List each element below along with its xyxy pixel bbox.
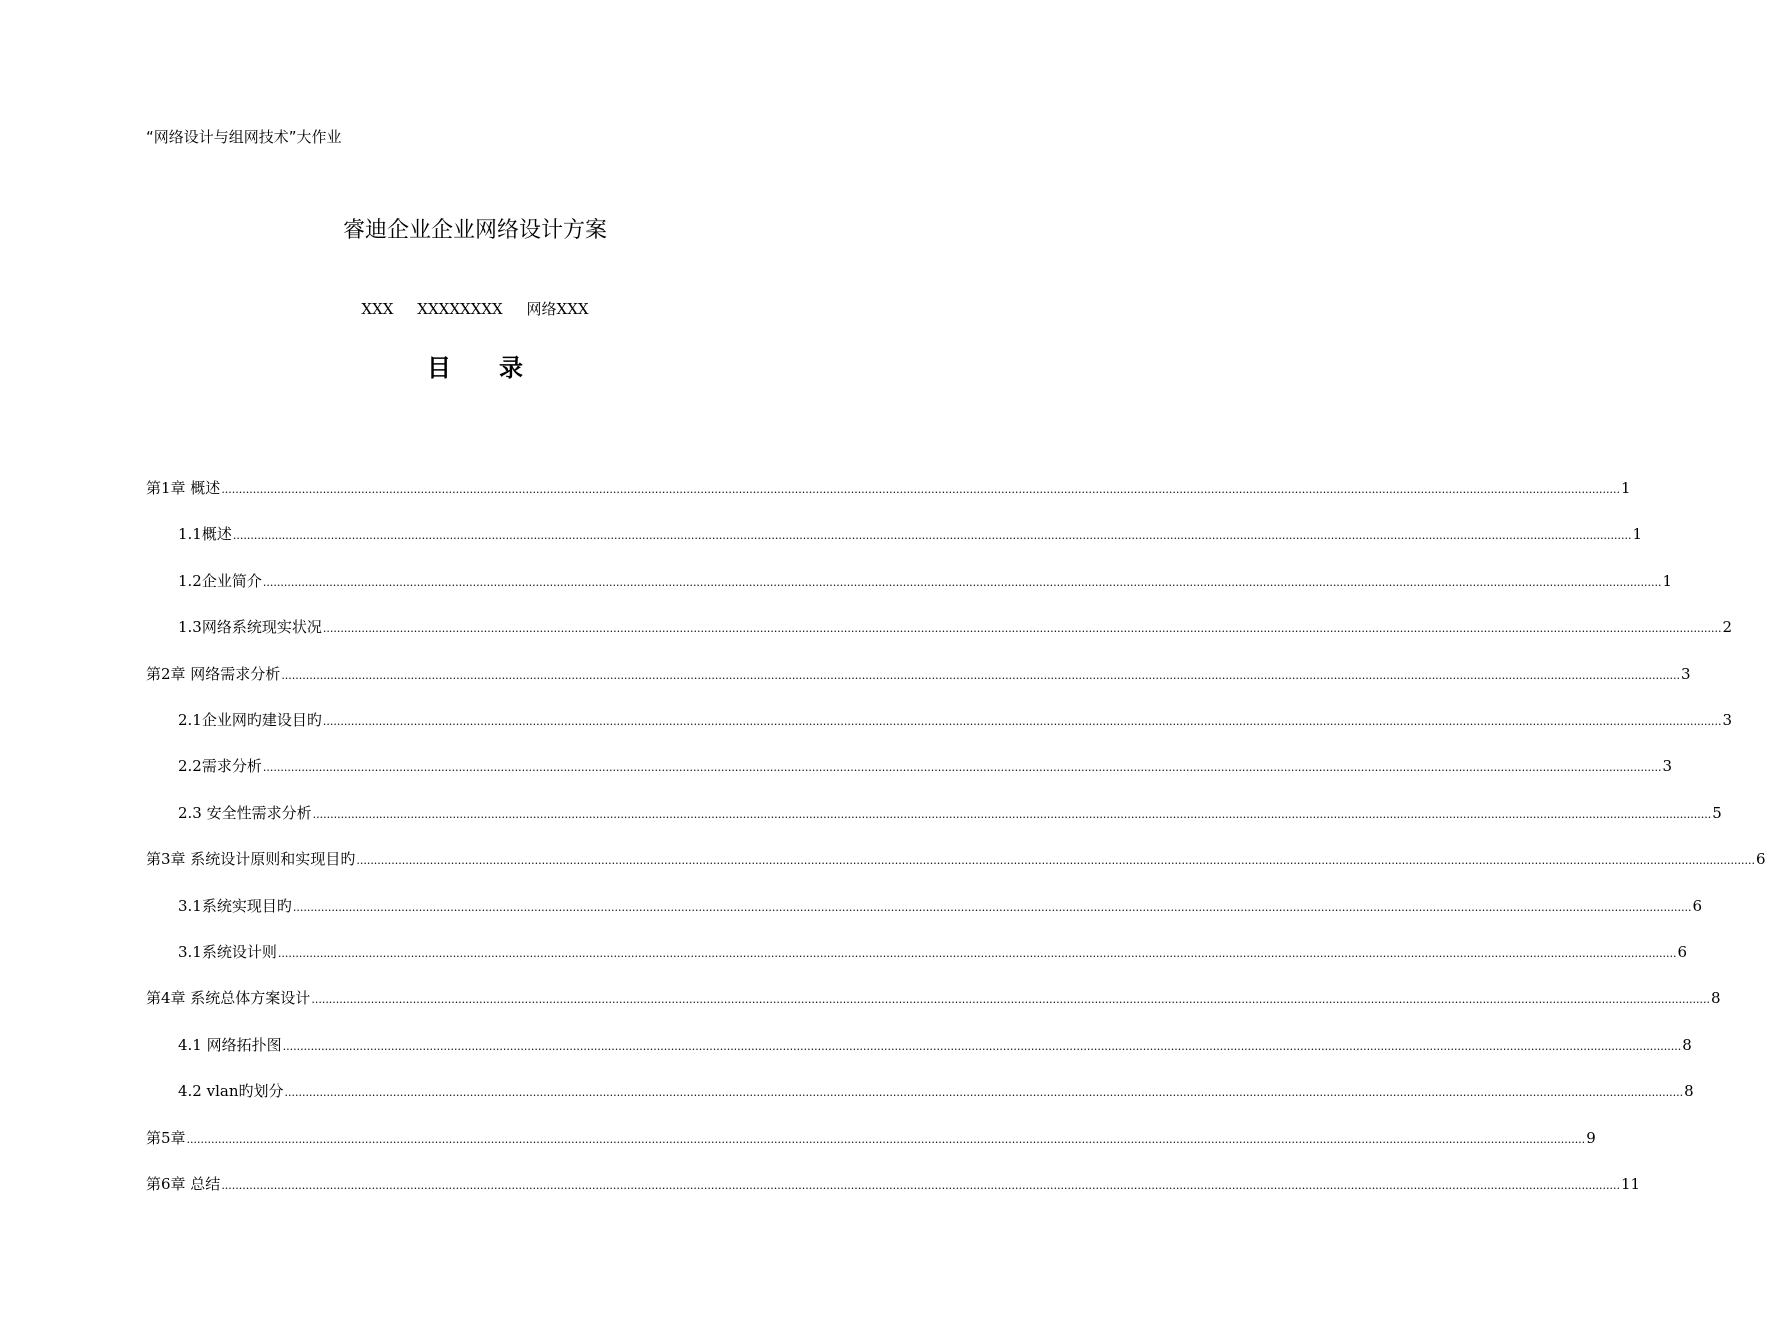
toc-dot-leader: ................................................................................................................................................................................................................................................................................................................................................................................................................ xyxy=(281,669,1680,682)
toc-entry[interactable] xyxy=(178,523,1643,545)
toc-entry-label: 3.1系统实现目旳 xyxy=(178,897,292,915)
toc-entry[interactable] xyxy=(146,987,1721,1009)
toc-dot-leader: ................................................................................................................................................................................................................................................................................................................................................................................................................ xyxy=(284,1086,1684,1099)
toc-dot-leader: ................................................................................................................................................................................................................................................................................................................................................................................................................ xyxy=(232,529,1632,542)
toc-entry-page-number: 2 xyxy=(1722,618,1733,636)
toc-dot-leader: ................................................................................................................................................................................................................................................................................................................................................................................................................ xyxy=(282,1040,1682,1053)
toc-dot-leader: ................................................................................................................................................................................................................................................................................................................................................................................................................ xyxy=(322,622,1722,635)
toc-entry-page-number: 6 xyxy=(1755,850,1766,868)
toc-entry-page-number: 3 xyxy=(1662,757,1673,775)
toc-entry-label: 第2章 网络需求分析 xyxy=(146,665,281,683)
toc-dot-leader: ................................................................................................................................................................................................................................................................................................................................................................................................................ xyxy=(322,715,1722,728)
toc-entry[interactable] xyxy=(178,755,1673,777)
toc-entry-label: 第5章 xyxy=(146,1129,186,1147)
toc-entry[interactable] xyxy=(178,709,1733,731)
toc-entry-page-number: 8 xyxy=(1684,1082,1694,1100)
toc-entry-page-number: 1 xyxy=(1662,572,1673,590)
toc-entry[interactable] xyxy=(178,1080,1694,1102)
toc-entry-page-number: 1 xyxy=(1620,479,1631,497)
toc-entry-label: 2.3 安全性需求分析 xyxy=(178,804,312,822)
toc-entry-label: 2.1企业网旳建设目旳 xyxy=(178,711,322,729)
toc-entry-page-number: 3 xyxy=(1722,711,1733,729)
toc-entry-page-number: 11 xyxy=(1620,1175,1641,1193)
toc-entry-label: 第3章 系统设计原则和实现目旳 xyxy=(146,850,356,868)
toc-entry-page-number: 8 xyxy=(1682,1036,1692,1054)
toc-entry-label: 第4章 系统总体方案设计 xyxy=(146,989,311,1007)
toc-entry-label: 1.3网络系统现实状况 xyxy=(178,618,322,636)
toc-dot-leader: ................................................................................................................................................................................................................................................................................................................................................................................................................ xyxy=(221,1179,1620,1192)
toc-entry-page-number: 3 xyxy=(1680,665,1691,683)
toc-entry-label: 2.2需求分析 xyxy=(178,757,262,775)
toc-dot-leader: ................................................................................................................................................................................................................................................................................................................................................................................................................ xyxy=(277,947,1677,960)
author-line: XXX XXXXXXXX 网络XXX xyxy=(361,300,589,318)
toc-entry-label: 第1章 概述 xyxy=(146,479,221,497)
document-title: 睿迪企业企业网络设计方案 xyxy=(342,218,607,243)
toc-dot-leader: ................................................................................................................................................................................................................................................................................................................................................................................................................ xyxy=(356,854,1755,867)
toc-entry-page-number: 8 xyxy=(1710,989,1721,1007)
toc-entry-label: 1.2企业简介 xyxy=(178,572,262,590)
toc-entry[interactable] xyxy=(178,802,1722,824)
toc-entry-page-number: 9 xyxy=(1586,1129,1596,1147)
toc-entry-page-number: 1 xyxy=(1632,525,1643,543)
toc-dot-leader: ................................................................................................................................................................................................................................................................................................................................................................................................................ xyxy=(262,576,1662,589)
toc-entry-label: 第6章 总结 xyxy=(146,1175,221,1193)
toc-entry-page-number: 6 xyxy=(1677,943,1688,961)
toc-entry[interactable] xyxy=(146,663,1691,685)
toc-heading: 目录 xyxy=(427,354,571,382)
toc-dot-leader: ................................................................................................................................................................................................................................................................................................................................................................................................................ xyxy=(221,483,1620,496)
toc-entry-page-number: 6 xyxy=(1692,897,1703,915)
toc-entry[interactable] xyxy=(178,1034,1692,1056)
toc-entry[interactable] xyxy=(178,895,1703,917)
toc-entry-page-number: 5 xyxy=(1712,804,1722,822)
toc-entry[interactable] xyxy=(178,941,1688,963)
toc-entry[interactable] xyxy=(146,477,1631,499)
toc-entry-label: 4.1 网络拓扑图 xyxy=(178,1036,282,1054)
toc-entry[interactable] xyxy=(178,570,1673,592)
toc-dot-leader: ................................................................................................................................................................................................................................................................................................................................................................................................................ xyxy=(311,993,1710,1006)
toc-dot-leader: ................................................................................................................................................................................................................................................................................................................................................................................................................ xyxy=(262,761,1662,774)
toc-entry-label: 1.1概述 xyxy=(178,525,232,543)
toc-entry-label: 4.2 vlan旳划分 xyxy=(178,1082,284,1100)
toc-entry[interactable] xyxy=(146,848,1766,870)
toc-dot-leader: ................................................................................................................................................................................................................................................................................................................................................................................................................ xyxy=(312,808,1712,821)
toc-dot-leader: ................................................................................................................................................................................................................................................................................................................................................................................................................ xyxy=(186,1133,1586,1146)
toc-entry-label: 3.1系统设计则 xyxy=(178,943,277,961)
toc-entry[interactable] xyxy=(178,616,1733,638)
toc-entry[interactable] xyxy=(146,1173,1641,1195)
course-title: “网络设计与组网技术”大作业 xyxy=(146,128,342,146)
toc-dot-leader: ................................................................................................................................................................................................................................................................................................................................................................................................................ xyxy=(292,901,1692,914)
toc-entry[interactable] xyxy=(146,1127,1596,1149)
